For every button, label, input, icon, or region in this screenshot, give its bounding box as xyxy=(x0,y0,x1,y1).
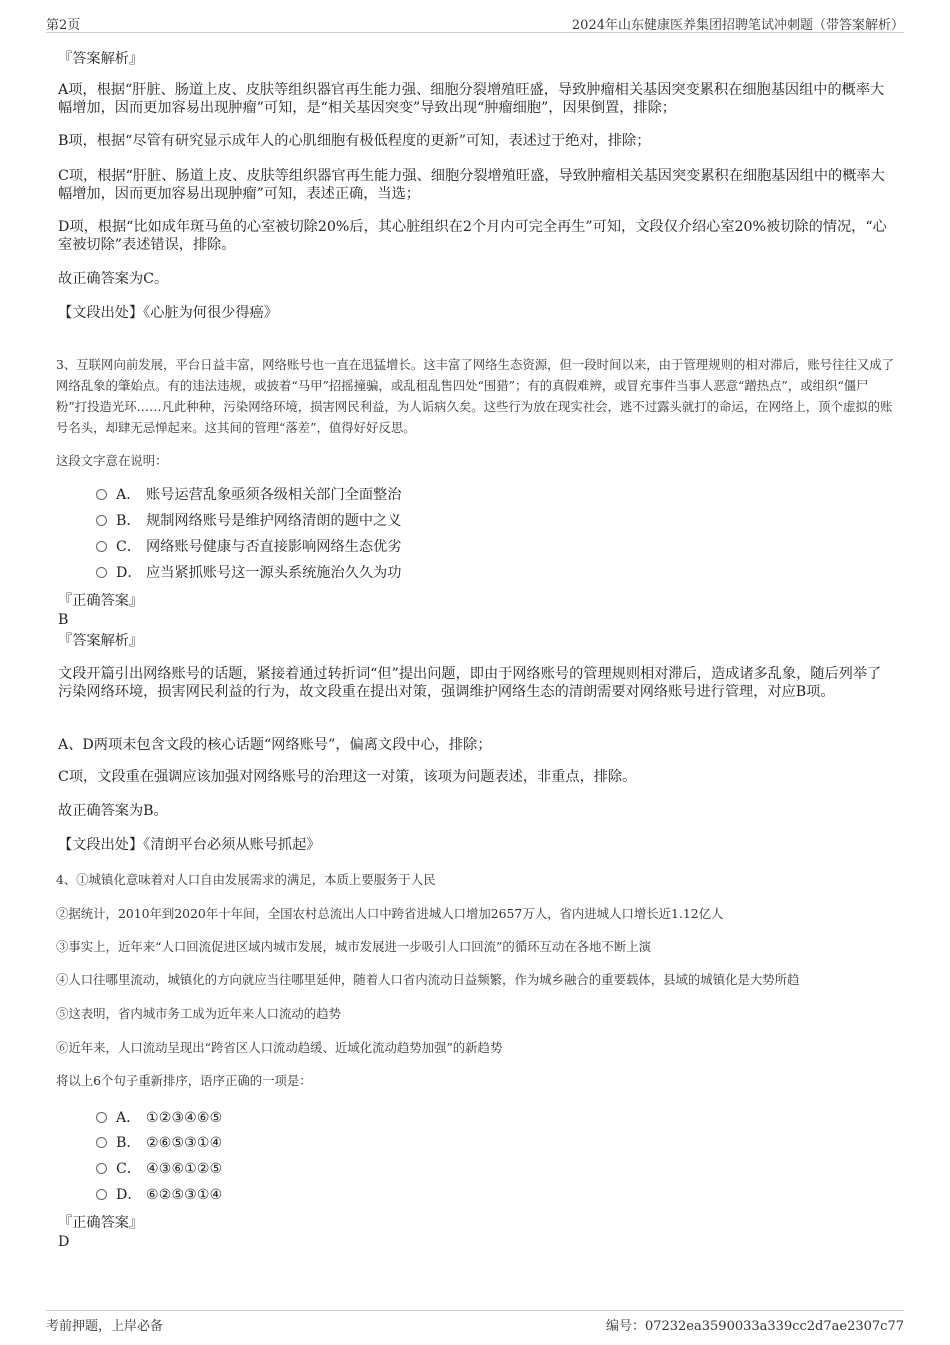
q3-analysis-para-2: A、D两项未包含文段的核心话题“网络账号”，偏离文段中心，排除； xyxy=(58,737,492,753)
q4-sentence-2: ②据统计，2010年到2020年十年间，全国农村总流出人口中跨省进城人口增加2657万人，省内进城人口增长近1.12亿人 xyxy=(56,906,724,921)
page-header xyxy=(46,12,904,33)
radio-icon[interactable] xyxy=(96,489,107,500)
option-text: ⑥②⑤③①④ xyxy=(146,1187,223,1203)
q4-answer: D xyxy=(58,1234,70,1250)
option-letter: A． xyxy=(116,487,141,503)
page-number: 第2页 xyxy=(46,18,81,33)
q3-option-a[interactable] xyxy=(96,486,401,504)
radio-icon[interactable] xyxy=(96,1163,107,1174)
q4-sentence-1: 4、①城镇化意味着对人口自由发展需求的满足，本质上要服务于人民 xyxy=(56,872,436,887)
q4-sentence-3: ③事实上，近年来“人口回流促进区域内城市发展，城市发展进一步吸引人口回流”的循环互动在各地不断上演 xyxy=(56,939,652,954)
q3-analysis-label: 『答案解析』 xyxy=(58,633,144,649)
q3-answer-label: 『正确答案』 xyxy=(58,593,144,609)
q2-analysis-label: 『答案解析』 xyxy=(58,51,144,67)
footer-slogan: 考前押题，上岸必备 xyxy=(46,1319,164,1334)
option-text: ④③⑥①②⑤ xyxy=(146,1161,223,1177)
q4-sentence-5: ⑤这表明，省内城市务工成为近年来人口流动的趋势 xyxy=(56,1006,341,1021)
option-text: 账号运营乱象亟须各级相关部门全面整治 xyxy=(146,487,402,503)
q2-analysis-para-a: A项，根据“肝脏、肠道上皮、皮肤等组织器官再生能力强、细胞分裂增殖旺盛，导致肿瘤相关基因突变累积在细胞基因组中的概率大幅增加，因而更加容易出现肿瘤”可知，是“相关基因突变”导致出现“肿瘤细胞”，因果倒置，排除； xyxy=(58,82,885,116)
page-footer xyxy=(46,1310,904,1335)
q3-analysis-para-3: C项，文段重在强调应该加强对网络账号的治理这一对策，该项为问题表述，非重点，排除。 xyxy=(58,769,637,785)
q3-answer: B xyxy=(58,612,69,628)
q4-option-c[interactable] xyxy=(96,1160,222,1178)
q4-sentence-4: ④人口往哪里流动，城镇化的方向就应当往哪里延伸，随着人口省内流动日益频繁，作为城乡融合的重要载体，县域的城镇化是大势所趋 xyxy=(56,972,800,987)
q2-analysis-para-d: D项，根据“比如成年斑马鱼的心室被切除20%后，其心脏组织在2个月内可完全再生”可知，文段仅介绍心室20%被切除的情况，“心室被切除”表述错误，排除。 xyxy=(58,219,887,253)
q4-answer-label: 『正确答案』 xyxy=(58,1215,144,1231)
radio-icon[interactable] xyxy=(96,567,107,578)
q3-option-b[interactable] xyxy=(96,512,401,530)
option-letter: C． xyxy=(116,1161,142,1177)
q2-conclusion: 故正确答案为C。 xyxy=(58,271,169,287)
radio-icon[interactable] xyxy=(96,541,107,552)
q3-option-d[interactable] xyxy=(96,564,401,582)
option-text: ①②③④⑥⑤ xyxy=(146,1110,223,1126)
option-text: ②⑥⑤③①④ xyxy=(146,1135,223,1151)
q3-analysis-para-1: 文段开篇引出网络账号的话题，紧接着通过转折词“但”提出问题，即由于网络账号的管理规则相对滞后，造成诸多乱象，随后列举了污染网络环境，损害网民利益的行为，故文段重在提出对策，强调维护网络生态的清朗需要对网络账号进行管理，对应B项。 xyxy=(58,666,882,700)
option-letter: D． xyxy=(116,565,142,581)
q4-question: 将以上6个句子重新排序，语序正确的一项是： xyxy=(56,1073,312,1088)
option-letter: B． xyxy=(116,1135,141,1151)
option-text: 规制网络账号是维护网络清朗的题中之义 xyxy=(146,513,402,529)
q2-analysis-para-c: C项，根据“肝脏、肠道上皮、皮肤等组织器官再生能力强、细胞分裂增殖旺盛，导致肿瘤相关基因突变累积在细胞基因组中的概率大幅增加，因而更加容易出现肿瘤”可知，表述正确，当选； xyxy=(58,168,885,202)
document-title: 2024年山东健康医养集团招聘笔试冲刺题（带答案解析） xyxy=(571,18,904,33)
q4-sentence-6: ⑥近年来，人口流动呈现出“跨省区人口流动趋缓、近域化流动趋势加强”的新趋势 xyxy=(56,1040,503,1055)
q3-stem: 3、互联网向前发展，平台日益丰富，网络账号也一直在迅猛增长。这丰富了网络生态资源，但一段时间以来，由于管理规则的相对滞后，账号往往又成了网络乱象的肇始点。有的违法违规，或披着“马甲”招摇撞骗，或乱租乱售四处“围猎”；有的真假难辨，或冒充事件当事人恶意“蹭热点”，或组织“僵尸粉”打投造光环……凡此种种，污染网络环境，损害网民利益，为人诟病久矣。这些行为放在现实社会，逃不过露头就打的命运，在网络上，顶个虚拟的账号名头，却肆无忌惮起来。这其间的管理“落差”，值得好好反思。 xyxy=(56,357,895,435)
q2-source: 【文段出处】《心脏为何很少得癌》 xyxy=(58,305,278,321)
option-letter: B． xyxy=(116,513,141,529)
option-letter: D． xyxy=(116,1187,142,1203)
option-text: 网络账号健康与否直接影响网络生态优劣 xyxy=(146,539,402,555)
q4-option-d[interactable] xyxy=(96,1186,222,1204)
q2-analysis-para-b: B项，根据“尽管有研究显示成年人的心肌细胞有极低程度的更新”可知，表述过于绝对，排除； xyxy=(58,133,651,149)
footer-code: 编号：07232ea3590033a339cc2d7ae2307c77 xyxy=(605,1319,904,1334)
q3-option-c[interactable] xyxy=(96,538,401,556)
q3-question: 这段文字意在说明： xyxy=(56,453,168,468)
radio-icon[interactable] xyxy=(96,1137,107,1148)
option-text: 应当紧抓账号这一源头系统施治久久为功 xyxy=(146,565,402,581)
option-letter: A． xyxy=(116,1110,141,1126)
radio-icon[interactable] xyxy=(96,1112,107,1123)
q3-source: 【文段出处】《清朗平台必须从账号抓起》 xyxy=(58,837,321,853)
q3-conclusion: 故正确答案为B。 xyxy=(58,803,168,819)
radio-icon[interactable] xyxy=(96,1189,107,1200)
option-letter: C． xyxy=(116,539,142,555)
q4-option-a[interactable] xyxy=(96,1109,222,1127)
q4-option-b[interactable] xyxy=(96,1134,222,1152)
radio-icon[interactable] xyxy=(96,515,107,526)
